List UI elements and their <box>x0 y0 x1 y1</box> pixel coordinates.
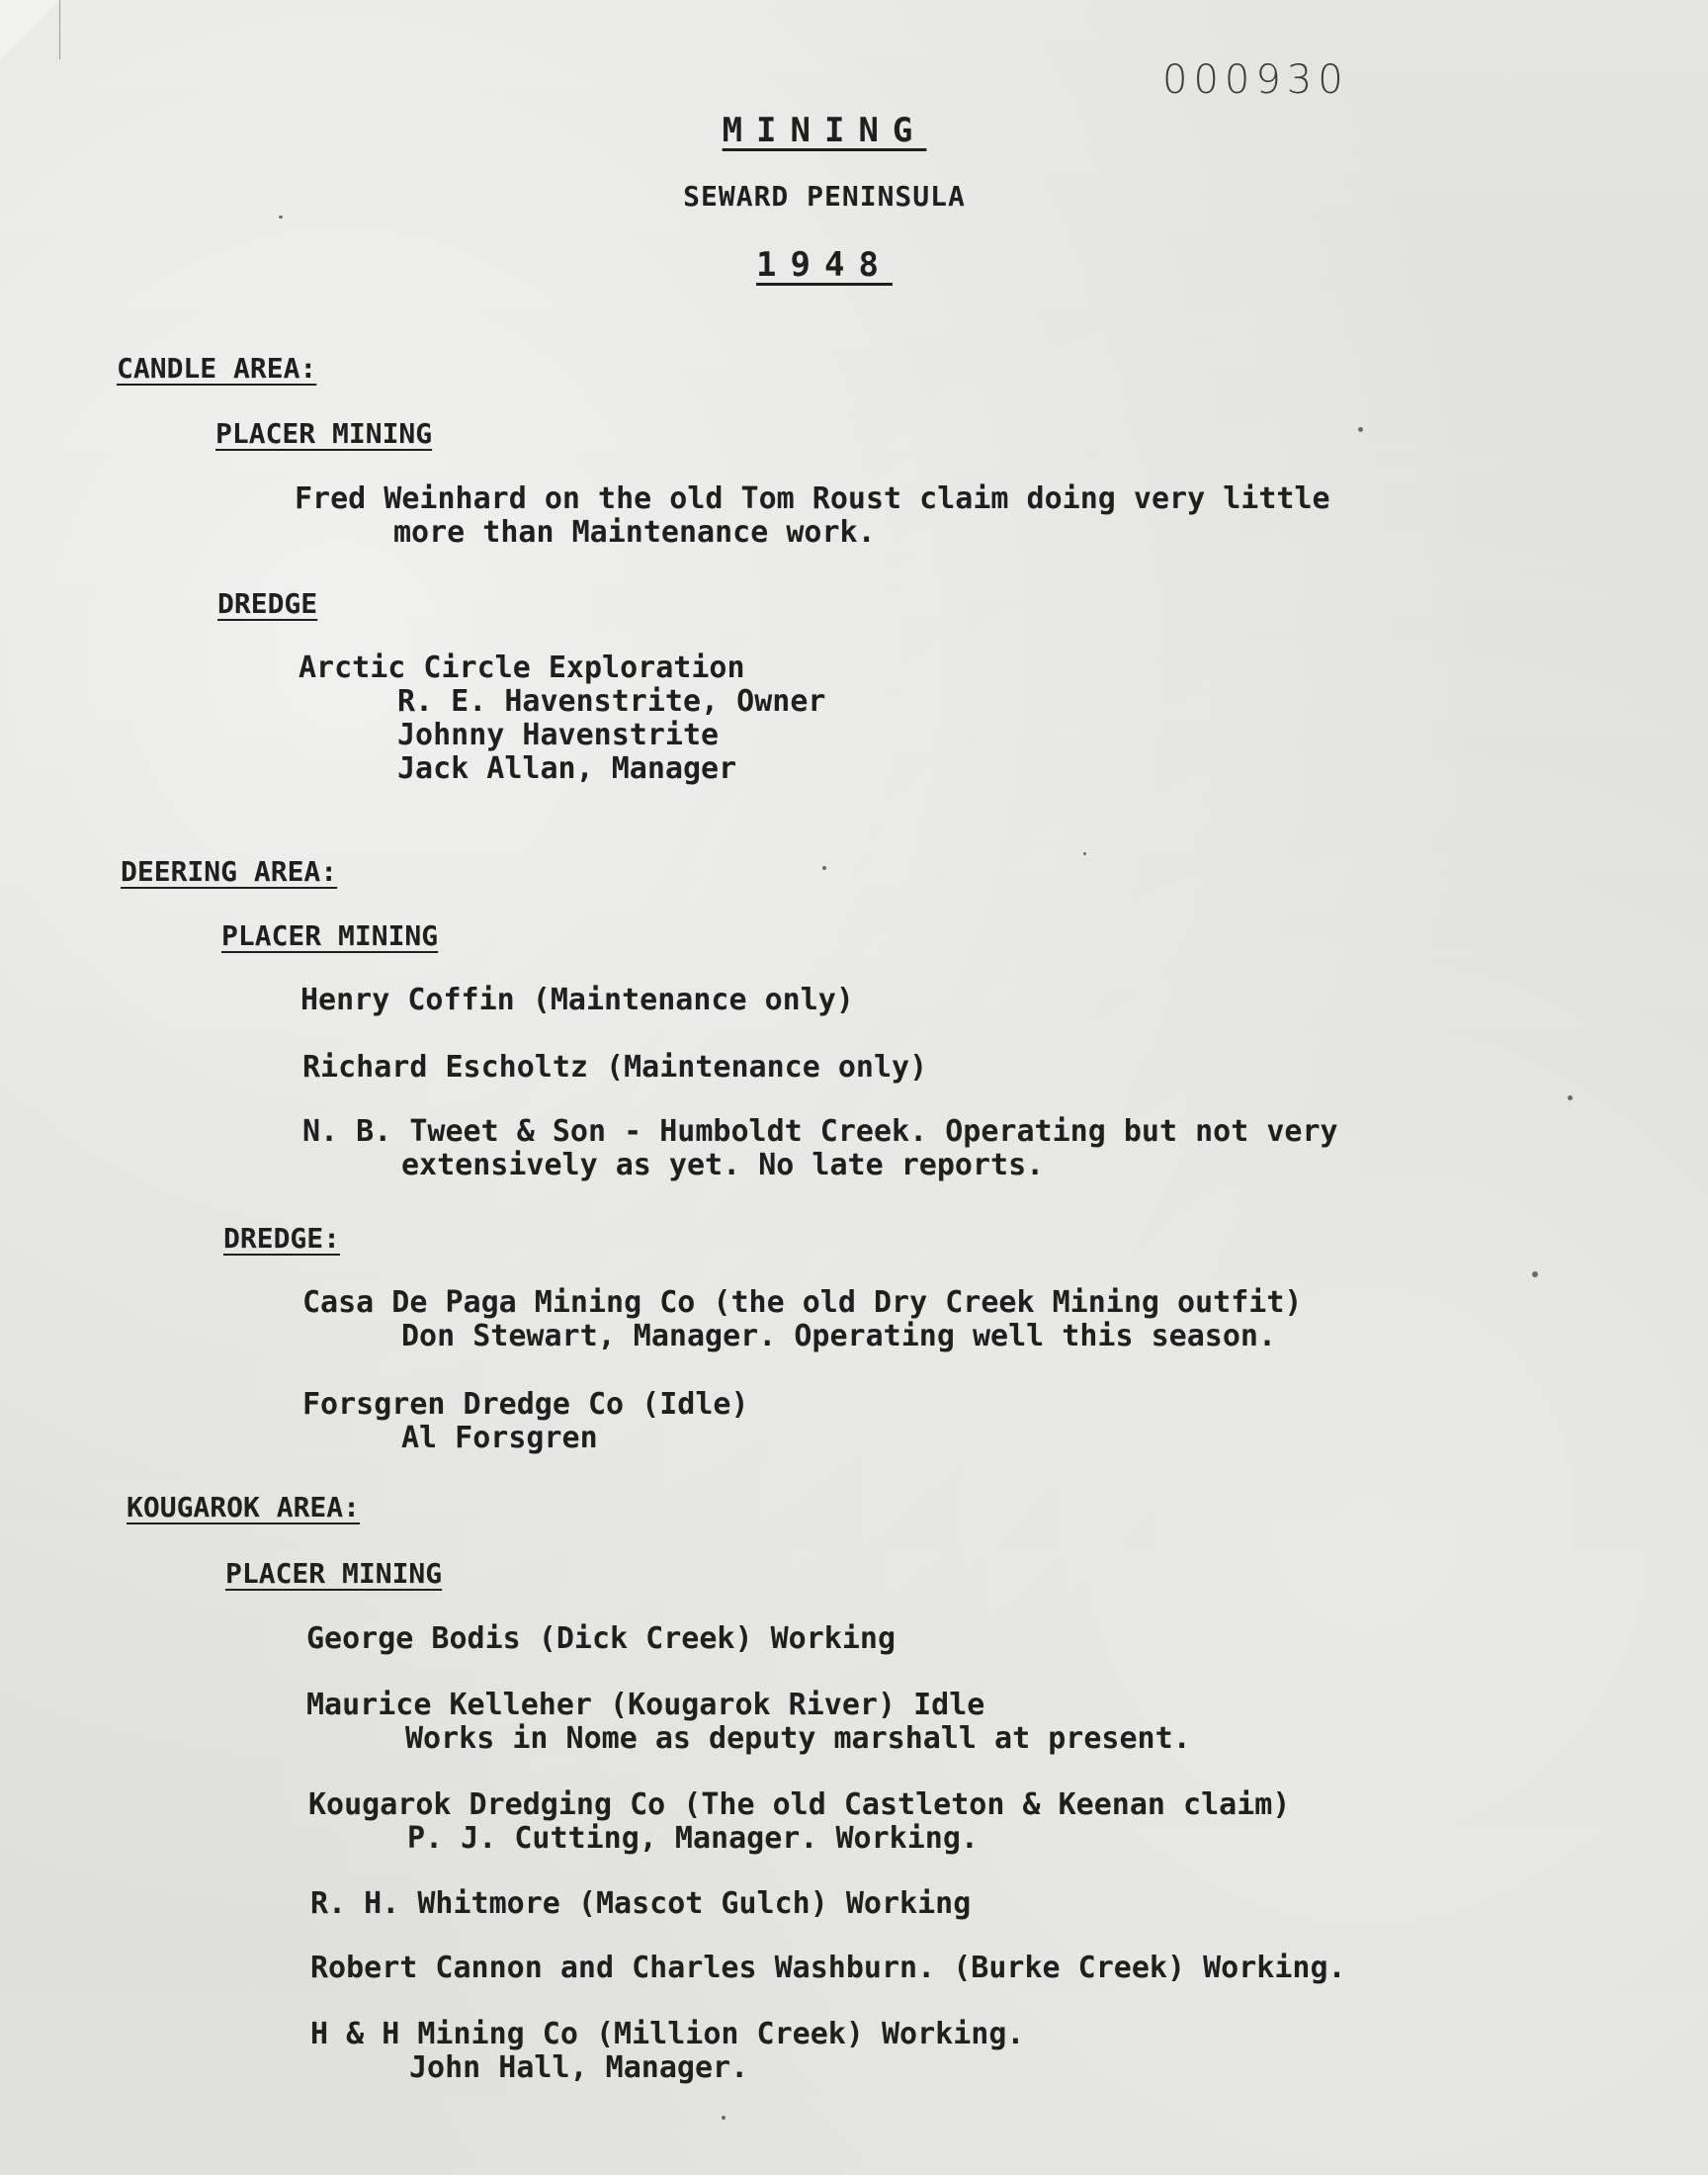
kougarok-area-heading: KOUGAROK AREA: <box>127 1491 361 1523</box>
entry-line: Johnny Havenstrite <box>397 718 720 752</box>
kougarok-placer-entry <box>306 1622 896 1656</box>
entry-line: Henry Coffin (Maintenance only) <box>300 983 854 1017</box>
entry-line: R. H. Whitmore (Mascot Gulch) Working <box>310 1886 972 1921</box>
scan-speck <box>1532 1271 1538 1277</box>
deering-dredge-entry <box>302 1286 1302 1353</box>
deering-area-heading: DEERING AREA: <box>121 855 338 888</box>
scan-speck <box>1358 427 1363 432</box>
entry-line: Forsgren Dredge Co (Idle) <box>302 1387 749 1422</box>
entry-line: N. B. Tweet & Son - Humboldt Creek. Operating but not very <box>302 1114 1338 1149</box>
entry-line: Casa De Paga Mining Co (the old Dry Creek Mining outfit) <box>302 1285 1303 1320</box>
candle-dredge-heading: DREDGE <box>217 587 318 620</box>
scan-speck <box>1083 852 1086 855</box>
scan-speck <box>822 866 826 870</box>
entry-line: John Hall, Manager. <box>409 2050 749 2085</box>
entry-line: P. J. Cutting, Manager. Working. <box>407 1821 979 1856</box>
kougarok-placer-entry <box>310 2018 1024 2085</box>
candle-placer-heading: PLACER MINING <box>215 417 433 450</box>
kougarok-placer-entry <box>310 1887 971 1921</box>
deering-placer-entry <box>300 984 854 1017</box>
deering-placer-entry <box>302 1115 1338 1182</box>
scan-speck <box>722 2116 726 2120</box>
entry-line: H & H Mining Co (Million Creek) Working. <box>310 2017 1025 2051</box>
entry-line: Fred Weinhard on the old Tom Roust claim doing very little <box>295 481 1330 516</box>
entry-line: Kougarok Dredging Co (The old Castleton & Keenan claim) <box>308 1787 1291 1822</box>
folded-corner <box>0 0 60 59</box>
kougarok-placer-entry <box>308 1788 1290 1856</box>
scan-speck <box>1568 1095 1573 1100</box>
kougarok-placer-entry <box>306 1689 1191 1756</box>
entry-line: R. E. Havenstrite, Owner <box>397 684 826 719</box>
candle-dredge-entry <box>299 652 825 786</box>
entry-line: Don Stewart, Manager. Operating well this season. <box>401 1319 1277 1353</box>
entry-line: extensively as yet. No late reports. <box>401 1148 1045 1182</box>
entry-line: Works in Nome as deputy marshall at present. <box>405 1721 1191 1756</box>
page-subtitle: SEWARD PENINSULA <box>683 180 966 213</box>
page-title: MINING <box>722 111 927 150</box>
kougarok-placer-entry <box>310 1952 1346 1985</box>
entry-line: Al Forsgren <box>401 1421 598 1455</box>
entry-line: Robert Cannon and Charles Washburn. (Burke Creek) Working. <box>310 1951 1346 1985</box>
kougarok-placer-heading: PLACER MINING <box>225 1557 443 1590</box>
deering-dredge-heading: DREDGE: <box>223 1222 341 1255</box>
page-year: 1948 <box>756 245 893 285</box>
deering-placer-entry <box>302 1051 927 1085</box>
deering-placer-heading: PLACER MINING <box>221 919 439 952</box>
scan-speck <box>279 216 283 218</box>
entry-line: Jack Allan, Manager <box>397 751 737 786</box>
entry-line: George Bodis (Dick Creek) Working <box>306 1621 897 1656</box>
candle-area-heading: CANDLE AREA: <box>117 352 317 385</box>
entry-line: more than Maintenance work. <box>393 515 876 550</box>
document-stamp-number: 000930 <box>1162 57 1349 103</box>
entry-line: Richard Escholtz (Maintenance only) <box>302 1050 928 1085</box>
entry-line: Arctic Circle Exploration <box>299 651 745 685</box>
entry-line: Maurice Kelleher (Kougarok River) Idle <box>306 1688 985 1722</box>
deering-dredge-entry <box>302 1388 749 1455</box>
candle-placer-entry <box>295 482 1330 550</box>
